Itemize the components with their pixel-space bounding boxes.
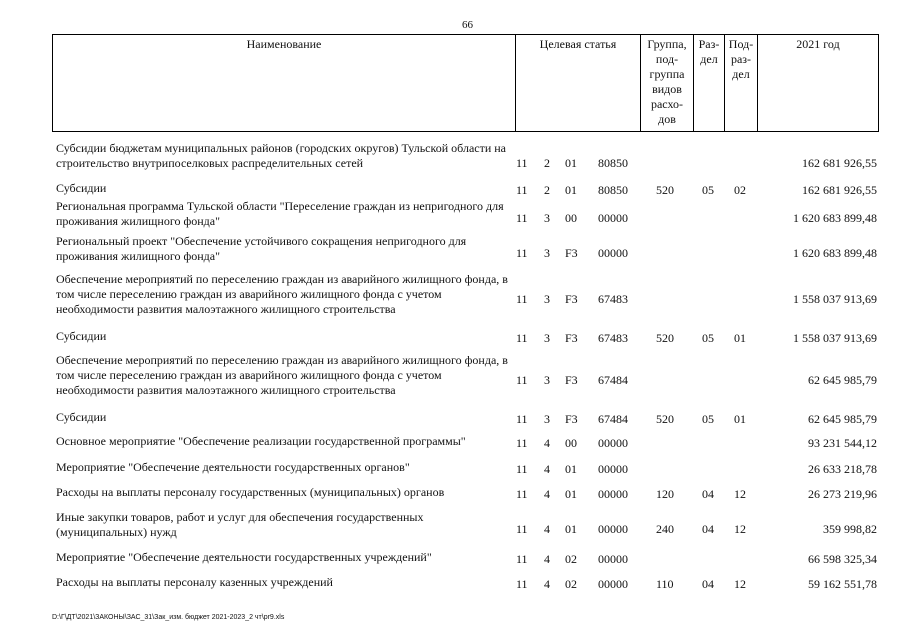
row-c3: F3 [565,292,578,306]
row-c4: 67484 [598,373,628,387]
row-c4: 00000 [598,436,628,450]
row-section: 05 [702,412,714,426]
header-group: Группа, под- группа видов расхо- дов [640,35,693,131]
row-name: Субсидии [56,181,107,195]
row-c2: 3 [544,331,550,345]
row-section: 05 [702,183,714,197]
row-group: 520 [656,183,674,197]
row-c3: 01 [565,462,577,476]
row-c1: 11 [516,522,528,536]
row-group: 110 [656,577,674,591]
row-subsection: 12 [734,577,746,591]
row-c3: 01 [565,522,577,536]
row-c2: 3 [544,412,550,426]
row-c1: 11 [516,412,528,426]
row-amount: 26 633 218,78 [808,462,877,476]
row-amount: 1 620 683 899,48 [793,246,877,260]
row-c4: 00000 [598,211,628,225]
row-c2: 4 [544,552,550,566]
row-name: Субсидии [56,329,107,343]
row-c4: 67483 [598,331,628,345]
row-amount: 162 681 926,55 [802,156,877,170]
row-c2: 4 [544,487,550,501]
row-amount: 59 162 551,78 [808,577,877,591]
row-c3: 02 [565,552,577,566]
row-c1: 11 [516,436,528,450]
row-name: Основное мероприятие "Обеспечение реализации государственной программы" [56,434,466,448]
row-name: Обеспечение мероприятий по переселению граждан из аварийного жилищного фонда, в том числе переселению граждан из аварийного жилищного фонда с учетом необходимости развития малоэтажного жилищного строительства [56,353,508,397]
row-c1: 11 [516,462,528,476]
row-amount: 1 620 683 899,48 [793,211,877,225]
row-subsection: 01 [734,412,746,426]
row-c4: 00000 [598,246,628,260]
row-subsection: 01 [734,331,746,345]
row-c2: 4 [544,577,550,591]
row-c1: 11 [516,577,528,591]
row-c2: 3 [544,211,550,225]
file-path: D:\Г\ДТ\2021\ЗАКОНЫ\ЗАС_31\Зак_изм. бюджет 2021-2023_2 чт\pr9.xls [52,614,285,621]
row-c4: 67483 [598,292,628,306]
row-section: 05 [702,331,714,345]
row-c2: 2 [544,183,550,197]
row-name: Расходы на выплаты персоналу государственных (муниципальных) органов [56,485,445,499]
page-number: 66 [462,19,473,31]
row-c1: 11 [516,183,528,197]
row-c1: 11 [516,211,528,225]
row-name: Региональная программа Тульской области "Переселение граждан из непригодного для проживания жилищного фонда" [56,199,504,228]
row-amount: 1 558 037 913,69 [793,331,877,345]
table-header [52,34,879,132]
row-c2: 3 [544,292,550,306]
row-c1: 11 [516,487,528,501]
row-c3: F3 [565,331,578,345]
row-c2: 4 [544,462,550,476]
row-c4: 80850 [598,156,628,170]
row-group: 520 [656,412,674,426]
header-section: Раз- дел [693,35,724,131]
row-c1: 11 [516,292,528,306]
header-target: Целевая статья [515,35,640,131]
row-group: 240 [656,522,674,536]
row-group: 120 [656,487,674,501]
row-amount: 162 681 926,55 [802,183,877,197]
row-c1: 11 [516,331,528,345]
row-c1: 11 [516,156,528,170]
row-name: Региональный проект "Обеспечение устойчивого сокращения непригодного для проживания жилищного фонда" [56,234,467,263]
header-subsection: Под- раз- дел [724,35,757,131]
row-name: Мероприятие "Обеспечение деятельности государственных учреждений" [56,550,432,564]
row-c4: 67484 [598,412,628,426]
row-name: Мероприятие "Обеспечение деятельности государственных органов" [56,460,410,474]
row-amount: 26 273 219,96 [808,487,877,501]
row-c3: F3 [565,412,578,426]
row-c4: 00000 [598,462,628,476]
row-c2: 3 [544,246,550,260]
row-subsection: 12 [734,522,746,536]
row-c1: 11 [516,246,528,260]
row-c3: 01 [565,487,577,501]
row-amount: 66 598 325,34 [808,552,877,566]
row-section: 04 [702,577,714,591]
row-c3: F3 [565,373,578,387]
row-c1: 11 [516,552,528,566]
row-c3: 02 [565,577,577,591]
row-amount: 93 231 544,12 [808,436,877,450]
row-subsection: 12 [734,487,746,501]
row-amount: 62 645 985,79 [808,412,877,426]
row-c4: 00000 [598,487,628,501]
row-section: 04 [702,522,714,536]
row-subsection: 02 [734,183,746,197]
row-c4: 00000 [598,522,628,536]
row-c4: 00000 [598,577,628,591]
row-c3: 01 [565,183,577,197]
row-c3: 00 [565,436,577,450]
row-c2: 4 [544,522,550,536]
row-c4: 80850 [598,183,628,197]
row-name: Иные закупки товаров, работ и услуг для обеспечения государственных (муниципальных) нужд [56,510,424,539]
header-amount: 2021 год [757,35,878,131]
row-name: Субсидии бюджетам муниципальных районов (городских округов) Тульской области на строительство внутрипоселковых распределительных сетей [56,141,507,170]
row-c3: 00 [565,211,577,225]
row-c2: 4 [544,436,550,450]
row-c2: 2 [544,156,550,170]
row-c3: 01 [565,156,577,170]
row-c3: F3 [565,246,578,260]
header-name: Наименование [246,37,322,51]
row-amount: 62 645 985,79 [808,373,877,387]
row-section: 04 [702,487,714,501]
row-name: Обеспечение мероприятий по переселению граждан из аварийного жилищного фонда, в том числе переселению граждан из аварийного жилищного фонда с учетом необходимости развития малоэтажного жилищного строительства [56,272,508,316]
row-name: Субсидии [56,410,107,424]
row-group: 520 [656,331,674,345]
row-c1: 11 [516,373,528,387]
row-c4: 00000 [598,552,628,566]
row-name: Расходы на выплаты персоналу казенных учреждений [56,575,333,589]
row-amount: 359 998,82 [823,522,877,536]
row-c2: 3 [544,373,550,387]
row-amount: 1 558 037 913,69 [793,292,877,306]
